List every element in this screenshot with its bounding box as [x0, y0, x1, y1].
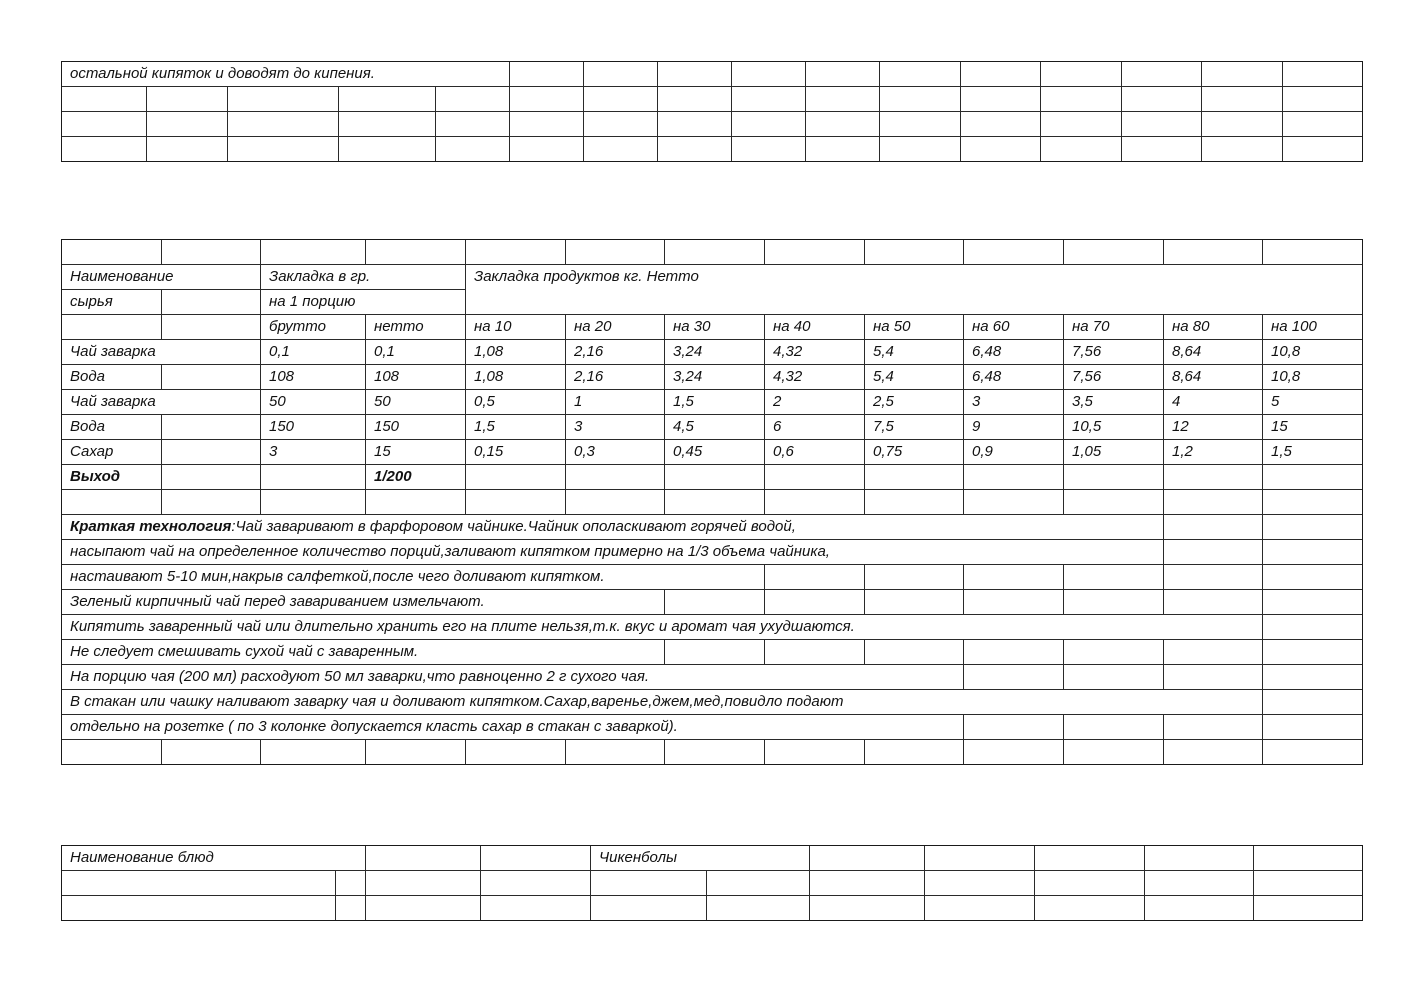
- empty-cell: [260, 489, 366, 515]
- empty-cell: [657, 86, 732, 112]
- empty-cell: [731, 111, 806, 137]
- empty-cell: [664, 489, 765, 515]
- bulk-value: 1,5: [1262, 439, 1363, 465]
- empty-cell: [963, 239, 1064, 265]
- empty-cell: [706, 870, 810, 896]
- bulk-value: 0,45: [664, 439, 765, 465]
- empty-cell: [657, 61, 732, 87]
- technology-line: отдельно на розетке ( по 3 колонке допускается класть сахар в стакан с заваркой).: [61, 714, 964, 740]
- empty-cell: [1063, 564, 1164, 590]
- empty-cell: [1262, 714, 1363, 740]
- technology-line: настаивают 5-10 мин,накрыв салфеткой,после чего доливают кипятком.: [61, 564, 765, 590]
- technology-line: [61, 514, 1164, 540]
- empty-cell: [61, 136, 147, 162]
- ingredient-name: Чай заварка: [61, 389, 261, 415]
- empty-cell: [435, 111, 510, 137]
- bulk-value: 5: [1262, 389, 1363, 415]
- empty-cell: [864, 239, 964, 265]
- technology-line: На порцию чая (200 мл) расходуют 50 мл заварки,что равноценно 2 г сухого чая.: [61, 664, 964, 690]
- netto-value: 50: [365, 389, 466, 415]
- technology-line: Зеленый кирпичный чай перед завариванием измельчают.: [61, 589, 665, 615]
- empty-cell: [338, 86, 436, 112]
- empty-cell: [465, 489, 566, 515]
- empty-cell: [161, 464, 261, 490]
- brutto-value: 0,1: [260, 339, 366, 365]
- empty-cell: [879, 136, 961, 162]
- empty-cell: [1063, 489, 1164, 515]
- empty-cell: [664, 464, 765, 490]
- empty-cell: [161, 289, 261, 315]
- empty-cell: [465, 739, 566, 765]
- empty-cell: [1063, 714, 1164, 740]
- empty-cell: [963, 589, 1064, 615]
- empty-cell: [1262, 464, 1363, 490]
- empty-cell: [565, 464, 665, 490]
- yield-label: Выход: [61, 464, 162, 490]
- bulk-value: 4,5: [664, 414, 765, 440]
- header-brutto: брутто: [260, 314, 366, 340]
- empty-cell: [1040, 61, 1122, 87]
- empty-cell: [365, 895, 481, 921]
- empty-cell: [657, 136, 732, 162]
- ingredient-name: Чай заварка: [61, 339, 261, 365]
- bulk-value: 1,08: [465, 364, 566, 390]
- header-bulk-column: на 50: [864, 314, 964, 340]
- empty-cell: [61, 739, 162, 765]
- empty-cell: [664, 239, 765, 265]
- bulk-value: 1,08: [465, 339, 566, 365]
- empty-cell: [338, 111, 436, 137]
- empty-cell: [1034, 870, 1145, 896]
- bulk-value: 3,24: [664, 339, 765, 365]
- empty-cell: [1163, 564, 1263, 590]
- technology-line: Кипятить заваренный чай или длительно хранить его на плите нельзя,т.к. вкус и аромат чая ухудшаются.: [61, 614, 1263, 640]
- empty-cell: [161, 239, 261, 265]
- empty-cell: [664, 739, 765, 765]
- bulk-value: 3,5: [1063, 389, 1164, 415]
- dish-label: Наименование блюд: [61, 845, 366, 871]
- empty-cell: [1262, 589, 1363, 615]
- empty-cell: [1282, 136, 1363, 162]
- empty-cell: [960, 86, 1041, 112]
- ingredient-name: Вода: [61, 364, 162, 390]
- bulk-value: 1,05: [1063, 439, 1164, 465]
- empty-cell: [161, 489, 261, 515]
- empty-cell: [809, 870, 925, 896]
- bulk-value: 1,5: [465, 414, 566, 440]
- empty-cell: [1121, 136, 1202, 162]
- empty-cell: [146, 86, 228, 112]
- empty-cell: [960, 111, 1041, 137]
- header-bulk-column: на 40: [764, 314, 865, 340]
- header-bulk-column: на 10: [465, 314, 566, 340]
- brutto-value: 108: [260, 364, 366, 390]
- empty-cell: [963, 639, 1064, 665]
- empty-cell: [809, 845, 925, 871]
- empty-cell: [805, 86, 880, 112]
- bulk-value: 4,32: [764, 364, 865, 390]
- empty-cell: [1262, 514, 1363, 540]
- empty-cell: [61, 314, 162, 340]
- empty-cell: [1262, 739, 1363, 765]
- brutto-value: 150: [260, 414, 366, 440]
- empty-cell: [764, 589, 865, 615]
- empty-cell: [335, 895, 366, 921]
- technology-text: :Чай заваривают в фарфоровом чайнике.Чайник ополаскивают горячей водой,: [231, 518, 796, 535]
- empty-cell: [1201, 136, 1283, 162]
- empty-cell: [1063, 589, 1164, 615]
- empty-cell: [1262, 489, 1363, 515]
- bulk-value: 8,64: [1163, 364, 1263, 390]
- header-bulk-column: на 100: [1262, 314, 1363, 340]
- empty-cell: [706, 895, 810, 921]
- empty-cell: [960, 136, 1041, 162]
- empty-cell: [1063, 639, 1164, 665]
- bulk-value: 4,32: [764, 339, 865, 365]
- bulk-value: 0,9: [963, 439, 1064, 465]
- empty-cell: [731, 61, 806, 87]
- bulk-value: 1,5: [664, 389, 765, 415]
- empty-cell: [879, 61, 961, 87]
- bulk-value: 12: [1163, 414, 1263, 440]
- empty-cell: [61, 111, 147, 137]
- empty-cell: [565, 489, 665, 515]
- empty-cell: [963, 739, 1064, 765]
- empty-cell: [365, 489, 466, 515]
- brutto-value: 50: [260, 389, 366, 415]
- header-bulk-column: на 60: [963, 314, 1064, 340]
- empty-cell: [260, 239, 366, 265]
- empty-cell: [335, 870, 366, 896]
- empty-cell: [61, 895, 336, 921]
- empty-cell: [1282, 111, 1363, 137]
- bulk-value: 2: [764, 389, 865, 415]
- header-bulk-column: на 70: [1063, 314, 1164, 340]
- technology-line: В стакан или чашку наливают заварку чая и доливают кипятком.Сахар,варенье,джем,мед,повидло подают: [61, 689, 1263, 715]
- empty-cell: [1253, 845, 1363, 871]
- empty-cell: [1034, 845, 1145, 871]
- empty-cell: [465, 239, 566, 265]
- header-bulk-title: Закладка продуктов кг. Нетто: [465, 264, 1363, 315]
- bulk-value: 15: [1262, 414, 1363, 440]
- empty-cell: [480, 845, 591, 871]
- empty-cell: [809, 895, 925, 921]
- empty-cell: [764, 564, 865, 590]
- empty-cell: [1063, 739, 1164, 765]
- bulk-value: 0,15: [465, 439, 566, 465]
- empty-cell: [1144, 870, 1254, 896]
- continuation-text-cell: остальной кипяток и доводят до кипения.: [61, 61, 510, 87]
- empty-cell: [161, 739, 261, 765]
- bulk-value: 6,48: [963, 339, 1064, 365]
- header-bulk-column: на 20: [565, 314, 665, 340]
- empty-cell: [1144, 895, 1254, 921]
- header-name-raw-line2: сырья: [61, 289, 162, 315]
- bulk-value: 9: [963, 414, 1064, 440]
- empty-cell: [161, 314, 261, 340]
- empty-cell: [227, 86, 339, 112]
- netto-value: 150: [365, 414, 466, 440]
- bulk-value: 5,4: [864, 364, 964, 390]
- empty-cell: [1262, 664, 1363, 690]
- empty-cell: [1063, 464, 1164, 490]
- empty-cell: [1040, 86, 1122, 112]
- bulk-value: 0,5: [465, 389, 566, 415]
- empty-cell: [864, 489, 964, 515]
- bulk-value: 0,3: [565, 439, 665, 465]
- empty-cell: [1121, 61, 1202, 87]
- bulk-value: 7,56: [1063, 339, 1164, 365]
- empty-cell: [365, 239, 466, 265]
- empty-cell: [764, 639, 865, 665]
- empty-cell: [963, 714, 1064, 740]
- empty-cell: [924, 845, 1035, 871]
- empty-cell: [509, 86, 584, 112]
- empty-cell: [590, 895, 707, 921]
- bulk-value: 0,6: [764, 439, 865, 465]
- empty-cell: [1163, 664, 1263, 690]
- empty-cell: [583, 111, 658, 137]
- empty-cell: [480, 895, 591, 921]
- empty-cell: [1063, 664, 1164, 690]
- empty-cell: [1040, 136, 1122, 162]
- header-bulk-column: на 80: [1163, 314, 1263, 340]
- empty-cell: [1262, 689, 1363, 715]
- empty-cell: [1034, 895, 1145, 921]
- bulk-value: 2,16: [565, 364, 665, 390]
- empty-cell: [565, 739, 665, 765]
- empty-cell: [764, 489, 865, 515]
- empty-cell: [879, 111, 961, 137]
- empty-cell: [1163, 464, 1263, 490]
- empty-cell: [227, 111, 339, 137]
- bulk-value: 4: [1163, 389, 1263, 415]
- empty-cell: [731, 136, 806, 162]
- bulk-value: 10,8: [1262, 339, 1363, 365]
- empty-cell: [1163, 489, 1263, 515]
- empty-cell: [435, 86, 510, 112]
- empty-cell: [260, 464, 366, 490]
- technology-line: насыпают чай на определенное количество порций,заливают кипятком примерно на 1/3 объема чайника,: [61, 539, 1164, 565]
- empty-cell: [864, 464, 964, 490]
- empty-cell: [227, 136, 339, 162]
- empty-cell: [1282, 86, 1363, 112]
- empty-cell: [1040, 111, 1122, 137]
- netto-value: 108: [365, 364, 466, 390]
- empty-cell: [805, 111, 880, 137]
- bulk-value: 1: [565, 389, 665, 415]
- empty-cell: [805, 136, 880, 162]
- empty-cell: [161, 414, 261, 440]
- empty-cell: [1262, 239, 1363, 265]
- empty-cell: [161, 439, 261, 465]
- empty-cell: [1163, 714, 1263, 740]
- empty-cell: [1262, 539, 1363, 565]
- netto-value: 15: [365, 439, 466, 465]
- empty-cell: [764, 739, 865, 765]
- empty-cell: [864, 639, 964, 665]
- empty-cell: [1253, 870, 1363, 896]
- bulk-value: 3: [963, 389, 1064, 415]
- empty-cell: [146, 111, 228, 137]
- empty-cell: [61, 870, 336, 896]
- empty-cell: [1163, 239, 1263, 265]
- empty-cell: [1201, 111, 1283, 137]
- empty-cell: [731, 86, 806, 112]
- empty-cell: [1262, 639, 1363, 665]
- empty-cell: [365, 870, 481, 896]
- empty-cell: [61, 86, 147, 112]
- dish-name: Чикенболы: [590, 845, 810, 871]
- empty-cell: [1163, 539, 1263, 565]
- header-per-portion: Закладка в гр.: [260, 264, 466, 290]
- empty-cell: [864, 564, 964, 590]
- empty-cell: [1262, 564, 1363, 590]
- empty-cell: [864, 589, 964, 615]
- empty-cell: [1144, 845, 1254, 871]
- empty-cell: [480, 870, 591, 896]
- empty-cell: [509, 136, 584, 162]
- empty-cell: [590, 870, 707, 896]
- empty-cell: [1121, 111, 1202, 137]
- technology-label: Краткая технология: [70, 518, 232, 535]
- bulk-value: 7,5: [864, 414, 964, 440]
- empty-cell: [365, 845, 481, 871]
- empty-cell: [1163, 739, 1263, 765]
- bulk-value: 0,75: [864, 439, 964, 465]
- empty-cell: [960, 61, 1041, 87]
- empty-cell: [1262, 614, 1363, 640]
- empty-cell: [260, 739, 366, 765]
- empty-cell: [805, 61, 880, 87]
- empty-cell: [583, 136, 658, 162]
- header-netto: нетто: [365, 314, 466, 340]
- empty-cell: [764, 239, 865, 265]
- ingredient-name: Вода: [61, 414, 162, 440]
- empty-cell: [1163, 589, 1263, 615]
- empty-cell: [963, 564, 1064, 590]
- empty-cell: [1282, 61, 1363, 87]
- empty-cell: [657, 111, 732, 137]
- netto-value: 0,1: [365, 339, 466, 365]
- bulk-value: 1,2: [1163, 439, 1263, 465]
- bulk-value: 6: [764, 414, 865, 440]
- header-per-portion-line2: на 1 порцию: [260, 289, 466, 315]
- bulk-value: 2,16: [565, 339, 665, 365]
- bulk-value: 3,24: [664, 364, 765, 390]
- empty-cell: [1121, 86, 1202, 112]
- empty-cell: [664, 589, 765, 615]
- brutto-value: 3: [260, 439, 366, 465]
- bulk-value: 7,56: [1063, 364, 1164, 390]
- empty-cell: [924, 895, 1035, 921]
- empty-cell: [565, 239, 665, 265]
- bulk-value: 6,48: [963, 364, 1064, 390]
- empty-cell: [435, 136, 510, 162]
- empty-cell: [1253, 895, 1363, 921]
- empty-cell: [963, 489, 1064, 515]
- header-bulk-column: на 30: [664, 314, 765, 340]
- empty-cell: [764, 464, 865, 490]
- empty-cell: [879, 86, 961, 112]
- empty-cell: [509, 61, 584, 87]
- bulk-value: 10,5: [1063, 414, 1164, 440]
- empty-cell: [1163, 514, 1263, 540]
- empty-cell: [864, 739, 964, 765]
- empty-cell: [924, 870, 1035, 896]
- empty-cell: [465, 464, 566, 490]
- empty-cell: [583, 61, 658, 87]
- empty-cell: [583, 86, 658, 112]
- empty-cell: [61, 489, 162, 515]
- empty-cell: [1063, 239, 1164, 265]
- empty-cell: [338, 136, 436, 162]
- bulk-value: 2,5: [864, 389, 964, 415]
- empty-cell: [365, 739, 466, 765]
- empty-cell: [509, 111, 584, 137]
- bulk-value: 10,8: [1262, 364, 1363, 390]
- empty-cell: [1163, 639, 1263, 665]
- empty-cell: [146, 136, 228, 162]
- empty-cell: [664, 639, 765, 665]
- bulk-value: 5,4: [864, 339, 964, 365]
- empty-cell: [161, 364, 261, 390]
- empty-cell: [1201, 61, 1283, 87]
- yield-value: 1/200: [365, 464, 466, 490]
- bulk-value: 8,64: [1163, 339, 1263, 365]
- technology-line: Не следует смешивать сухой чай с заваренным.: [61, 639, 665, 665]
- empty-cell: [61, 239, 162, 265]
- header-name-raw: Наименование: [61, 264, 261, 290]
- ingredient-name: Сахар: [61, 439, 162, 465]
- empty-cell: [963, 464, 1064, 490]
- empty-cell: [1201, 86, 1283, 112]
- empty-cell: [963, 664, 1064, 690]
- bulk-value: 3: [565, 414, 665, 440]
